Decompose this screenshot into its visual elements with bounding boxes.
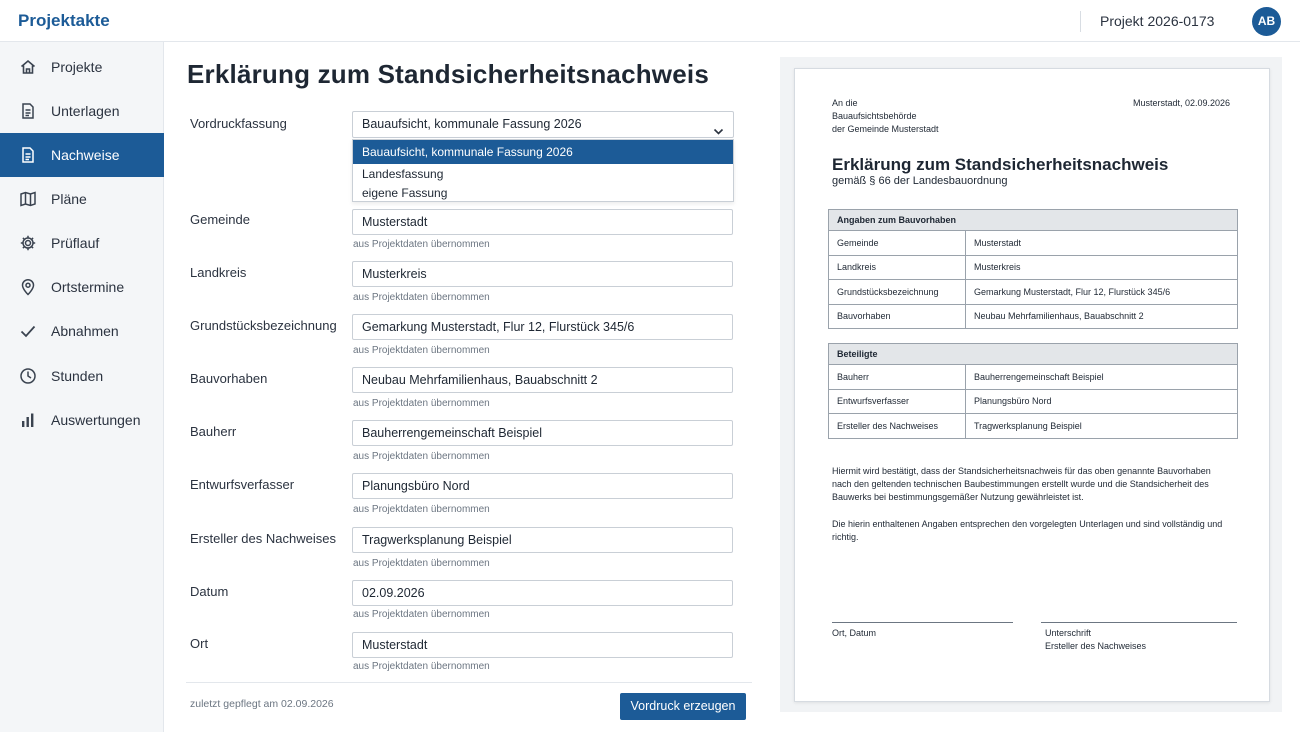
bauvorhaben-input[interactable]: Neubau Mehrfamilienhaus, Bauabschnitt 2 — [352, 367, 733, 393]
field-label-bauvorhaben: Bauvorhaben — [190, 371, 268, 386]
table-cell-value: Neubau Mehrfamilienhaus, Bauabschnitt 2 — [966, 304, 1238, 329]
map-icon — [19, 190, 37, 208]
landkreis-input[interactable]: Musterkreis — [352, 261, 733, 287]
version-select-value: Bauaufsicht, kommunale Fassung 2026 — [362, 117, 582, 131]
signature-label-line: Unterschrift — [1045, 628, 1092, 638]
document-icon — [19, 146, 37, 164]
generate-form-button[interactable]: Vordruck erzeugen — [620, 693, 746, 720]
table-cell-key: Entwurfsverfasser — [829, 389, 966, 414]
document-preview[interactable] — [794, 68, 1270, 702]
sidebar-item-label: Prüflauf — [51, 235, 100, 251]
table-row — [829, 389, 1238, 414]
field-label-ort: Ort — [190, 636, 209, 651]
recipient-address — [832, 97, 939, 136]
field-label-grundstueck: Grundstücksbezeichnung — [190, 318, 337, 333]
table-row — [829, 304, 1238, 329]
sidebar-item-auswertungen[interactable] — [0, 398, 164, 442]
table-cell-key: Bauvorhaben — [829, 304, 966, 329]
header-divider — [1080, 11, 1081, 32]
participants-table — [828, 343, 1238, 439]
version-option[interactable]: Landesfassung — [362, 167, 444, 181]
bauherr-input[interactable]: Bauherrengemeinschaft Beispiel — [352, 420, 733, 446]
field-hint: aus Projektdaten übernommen — [353, 558, 490, 569]
project-label[interactable]: Projekt 2026-0173 — [1100, 13, 1215, 29]
sidebar-item-label: Auswertungen — [51, 412, 141, 428]
version-option[interactable]: Bauaufsicht, kommunale Fassung 2026 — [353, 140, 733, 164]
table-cell-key: Ersteller des Nachweises — [829, 414, 966, 439]
table-cell-key: Grundstücksbezeichnung — [829, 280, 966, 305]
table-row — [829, 280, 1238, 305]
field-hint: aus Projektdaten übernommen — [353, 239, 490, 250]
sidebar-item-label: Stunden — [51, 368, 104, 384]
field-hint: aus Projektdaten übernommen — [353, 292, 490, 303]
field-label-datum: Datum — [190, 584, 229, 599]
form-panel — [164, 42, 780, 732]
last-updated: zuletzt gepflegt am 02.09.2026 — [190, 698, 334, 710]
signature-label-place-date: Ort, Datum — [832, 628, 877, 638]
field-hint: aus Projektdaten übernommen — [353, 345, 490, 356]
table-heading: Angaben zum Bauvorhaben — [829, 210, 1238, 231]
sidebar-item-plaene[interactable] — [0, 177, 164, 221]
table-row — [829, 231, 1238, 256]
table-row — [829, 365, 1238, 390]
field-label-ersteller: Ersteller des Nachweises — [190, 531, 336, 546]
checkmark-icon — [19, 322, 37, 340]
sidebar-item-stunden[interactable] — [0, 354, 164, 398]
entwurfsverfasser-input[interactable]: Planungsbüro Nord — [352, 473, 733, 499]
version-dropdown — [352, 139, 734, 202]
sidebar-item-abnahmen[interactable] — [0, 309, 164, 353]
field-label-entwurfsverfasser: Entwurfsverfasser — [190, 477, 295, 492]
footer-divider — [186, 682, 752, 683]
place-date: Musterstadt, 02.09.2026 — [1133, 98, 1231, 108]
signature-label-signer — [1045, 627, 1146, 653]
document-title: Erklärung zum Standsicherheitsnachweis — [832, 155, 1169, 174]
gear-icon — [19, 234, 37, 252]
table-cell-value: Planungsbüro Nord — [966, 389, 1238, 414]
table-row — [829, 255, 1238, 280]
sidebar-item-prueflauf[interactable] — [0, 221, 164, 265]
page-title: Erklärung zum Standsicherheitsnachweis — [187, 59, 709, 89]
location-pin-icon — [19, 278, 37, 296]
sidebar-item-label: Nachweise — [51, 147, 120, 163]
recipient-line: An die — [832, 98, 858, 108]
table-cell-value: Musterkreis — [966, 255, 1238, 280]
recipient-line: Bauaufsichtsbehörde — [832, 111, 917, 121]
grundstueck-input[interactable]: Gemarkung Musterstadt, Flur 12, Flurstück 345/6 — [352, 314, 733, 340]
clock-icon — [19, 367, 37, 385]
field-label-bauherr: Bauherr — [190, 424, 237, 439]
field-hint: aus Projektdaten übernommen — [353, 398, 490, 409]
table-cell-value: Tragwerksplanung Beispiel — [966, 414, 1238, 439]
top-bar — [0, 0, 1300, 42]
home-icon — [19, 58, 37, 76]
recipient-line: der Gemeinde Musterstadt — [832, 124, 939, 134]
document-subtitle: gemäß § 66 der Landesbauordnung — [832, 175, 1008, 187]
ersteller-input[interactable]: Tragwerksplanung Beispiel — [352, 527, 733, 553]
confirmation-paragraph: Hiermit wird bestätigt, dass der Standsicherheitsnachweis für das oben genannte Bauvorhaben nach den geltenden technischen Baubestimmungen erstellt wurde und die Standsicherheit des Bauwerks bei bestimmungsgemäßer Nutzung gewährleistet ist. — [832, 466, 1211, 502]
field-label-landkreis: Landkreis — [190, 265, 247, 280]
app-brand[interactable]: Projektakte — [18, 11, 110, 30]
table-row — [829, 414, 1238, 439]
table-cell-value: Bauherrengemeinschaft Beispiel — [966, 365, 1238, 390]
bar-chart-icon — [19, 411, 37, 429]
field-hint: aus Projektdaten übernommen — [353, 609, 490, 620]
sidebar-item-label: Projekte — [51, 59, 103, 75]
field-label-gemeinde: Gemeinde — [190, 212, 250, 227]
field-hint: aus Projektdaten übernommen — [353, 661, 490, 672]
sidebar-item-unterlagen[interactable] — [0, 89, 164, 133]
project-data-table — [828, 209, 1238, 329]
sidebar-item-projekte[interactable] — [0, 45, 164, 89]
field-hint: aus Projektdaten übernommen — [353, 504, 490, 515]
avatar[interactable]: AB — [1252, 7, 1281, 36]
sidebar-item-label: Unterlagen — [51, 103, 120, 119]
table-heading: Beteiligte — [829, 344, 1238, 365]
signature-line-left — [832, 622, 1013, 623]
table-cell-value: Musterstadt — [966, 231, 1238, 256]
version-option[interactable]: eigene Fassung — [362, 186, 448, 200]
datum-input[interactable]: 02.09.2026 — [352, 580, 733, 606]
signature-line-right — [1041, 622, 1237, 623]
version-label: Vordruckfassung — [190, 116, 287, 131]
sidebar-item-label: Pläne — [51, 191, 87, 207]
table-cell-key: Landkreis — [829, 255, 966, 280]
version-select[interactable] — [352, 111, 734, 138]
ort-input[interactable]: Musterstadt — [352, 632, 733, 658]
sidebar-item-ortstermine[interactable] — [0, 265, 164, 309]
document-icon — [19, 102, 37, 120]
completeness-paragraph: Die hierin enthaltenen Angaben entsprechen den vorgelegten Unterlagen und sind vollständig und richtig. — [832, 519, 1223, 542]
sidebar-item-nachweise[interactable] — [0, 133, 164, 177]
table-cell-key: Gemeinde — [829, 231, 966, 256]
sidebar-item-label: Ortstermine — [51, 279, 125, 295]
chevron-down-icon — [713, 120, 724, 129]
table-cell-key: Bauherr — [829, 365, 966, 390]
signature-label-line: Ersteller des Nachweises — [1045, 641, 1147, 651]
field-hint: aus Projektdaten übernommen — [353, 451, 490, 462]
gemeinde-input[interactable]: Musterstadt — [352, 209, 733, 235]
table-cell-value: Gemarkung Musterstadt, Flur 12, Flurstück 345/6 — [966, 280, 1238, 305]
sidebar-item-label: Abnahmen — [51, 323, 119, 339]
sidebar — [0, 42, 164, 732]
